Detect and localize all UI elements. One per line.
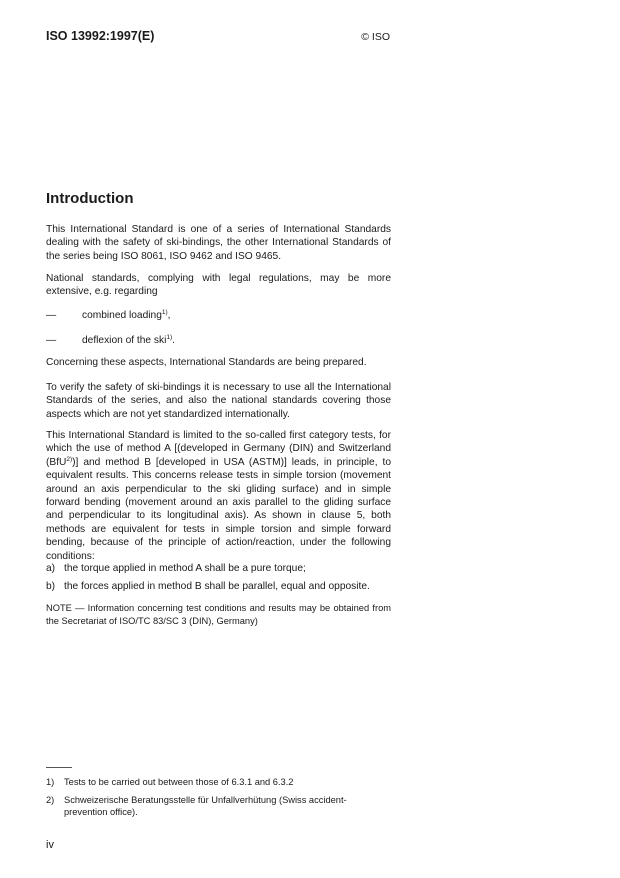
list-item (46, 309, 170, 322)
list-item (46, 334, 175, 347)
footnote-ref: 1) (166, 334, 173, 341)
footnote-text: Tests to be carried out between those of 6.3.1 and 6.3.2 (64, 777, 294, 787)
section-title: Introduction (46, 190, 134, 207)
footnote-number: 2) (46, 795, 55, 805)
footnote-ref: 1) (161, 309, 168, 316)
paragraph-scope (46, 429, 391, 563)
paragraph-verify: To verify the safety of ski-bindings it is necessary to use all the International Standards of the series, and also the national standards covering those aspects which are not yet standardized internationally. (46, 382, 391, 420)
footnote-continuation: prevention office). (64, 807, 138, 817)
footnote-ref: 2) (66, 455, 73, 463)
footnote (46, 794, 386, 818)
list-item-suffix: , (167, 310, 171, 321)
condition-item (46, 580, 370, 593)
scope-text-b: )] and method B [developed in USA (ASTM)] leads, in principle, to equivalent results. This concerns release tests in simple torsion (movement around an axis perpendicular to the ski gliding surface) and in simple forward bending (movement around an axis parallel to the gliding surface and perpendicular to its longitudinal axis). As shown in clause 5, both methods are equivalent for tests in simple torsion and simple forward bending, because of the principle of action/reaction, under the following conditions: (46, 456, 391, 562)
condition-label: b) (46, 581, 56, 592)
list-item-text: combined loading (82, 310, 162, 321)
list-item-text: deflexion of the ski (82, 335, 167, 346)
list-dash: — (46, 310, 57, 321)
paragraph-series: This International Standard is one of a series of International Standards dealing with the safety of ski-bindings, the other International Standards of the series being ISO 8061, ISO 9462 and ISO 9465. (46, 224, 391, 262)
standard-id: ISO 13992:1997(E) (46, 29, 155, 43)
condition-text: the forces applied in method B shall be parallel, equal and opposite. (64, 581, 370, 592)
footnote-text: Schweizerische Beratungsstelle für Unfallverhütung (Swiss accident- (64, 795, 347, 805)
condition-text: the torque applied in method A shall be a pure torque; (64, 563, 306, 574)
scope-text-a: This International Standard is limited to the so-called first category tests, for which the use of method A [(developed in Germany (DIN) and Switzerland (BfU (46, 430, 391, 468)
note: NOTE — Information concerning test conditions and results may be obtained from the Secretariat of ISO/TC 83/SC 3 (DIN), Germany) (46, 603, 391, 626)
footnote (46, 776, 386, 788)
paragraph-national-standards: National standards, complying with legal regulations, may be more extensive, e.g. regarding (46, 273, 391, 298)
paragraph-aspects: Concerning these aspects, International Standards are being prepared. (46, 357, 367, 368)
list-item-suffix: . (172, 335, 176, 346)
condition-item (46, 562, 306, 575)
footnote-divider (46, 767, 72, 768)
page-number: iv (46, 839, 54, 851)
footnote-number: 1) (46, 777, 55, 787)
condition-label: a) (46, 563, 56, 574)
copyright-notice: © ISO (361, 31, 390, 43)
list-dash: — (46, 335, 57, 346)
